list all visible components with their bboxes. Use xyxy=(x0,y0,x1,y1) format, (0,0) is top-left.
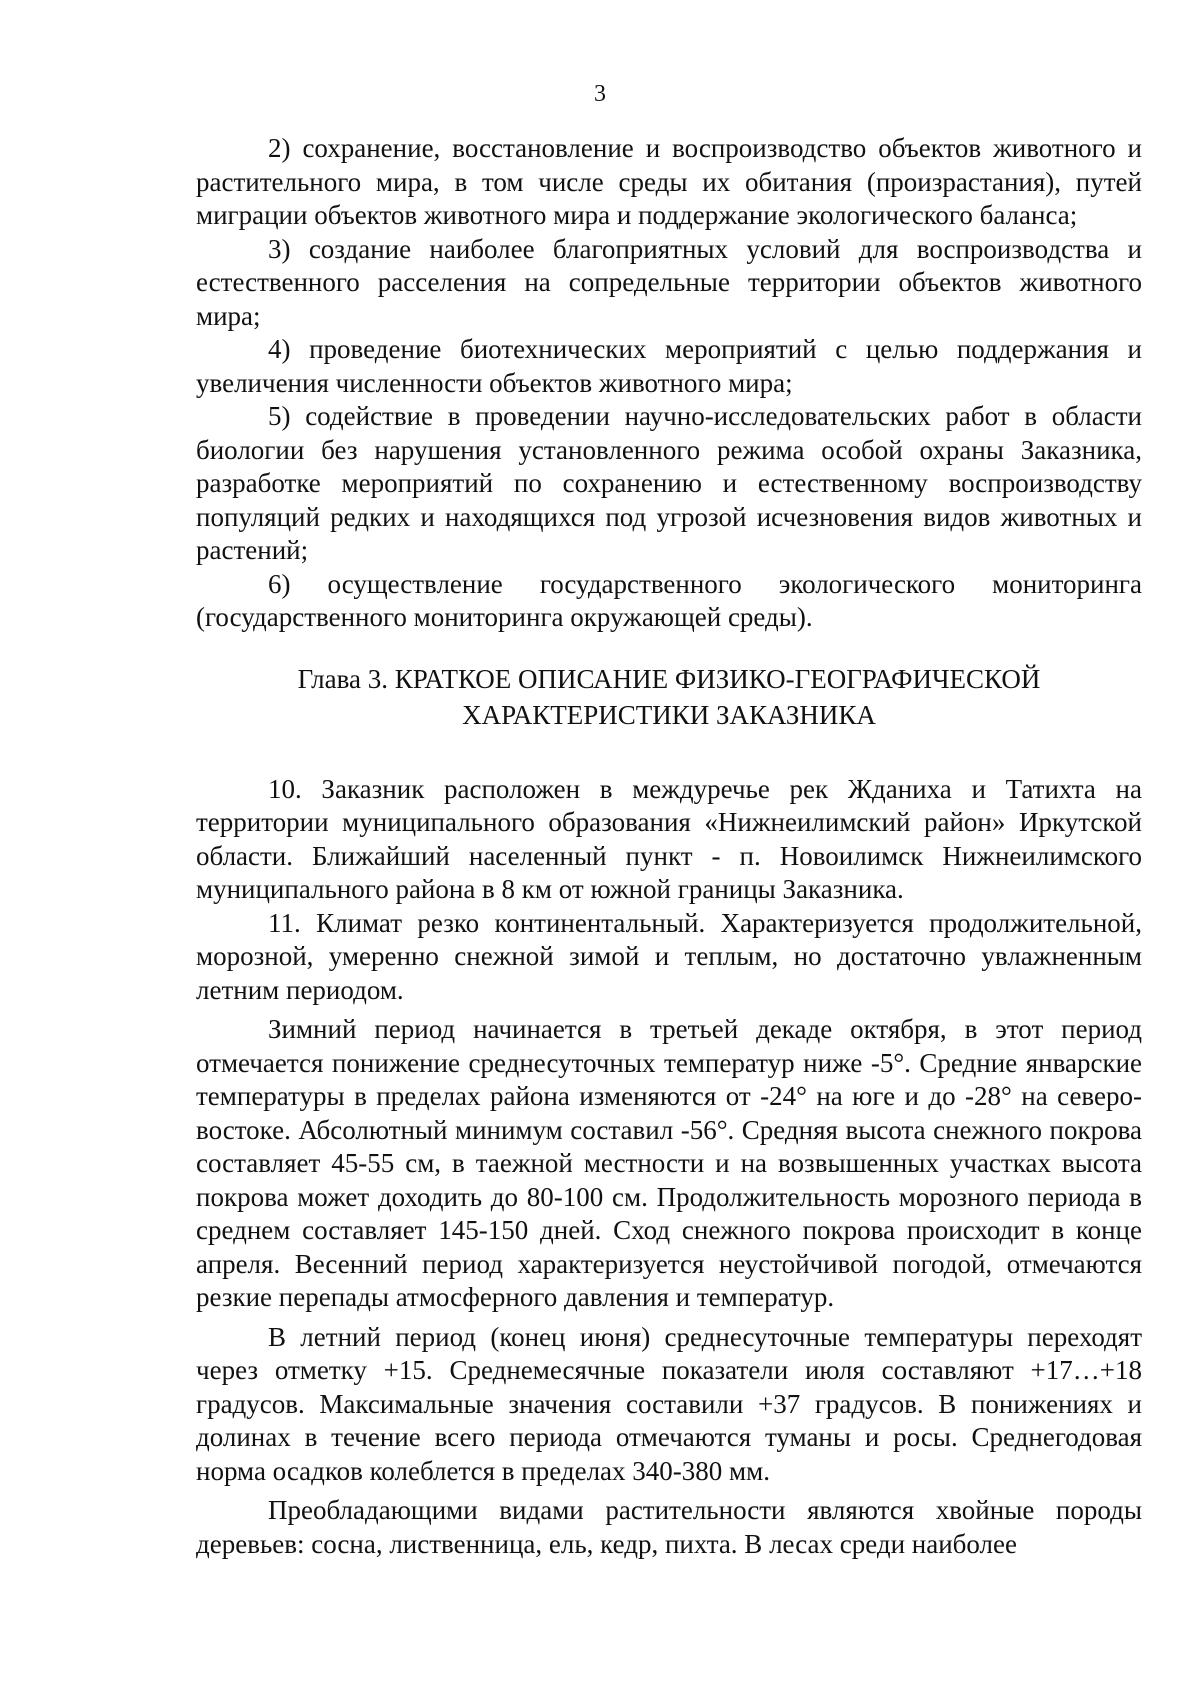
chapter-heading xyxy=(196,661,1142,733)
paragraph-winter: Зимний период начинается в третьей декаде октября, в этот период отмечается понижение среднесуточных температур ниже -5°. Средние январские температуры в пределах района изменяются от -24° на юге и до -28° на северо-востоке. Абсолютный минимум составил -56°. Средняя высота снежного покрова составляет 45-55 см, в таежной местности и на возвышенных участках высота покрова может доходить до 80-100 см. Продолжительность морозного периода в среднем составляет 145-150 дней. Сход снежного покрова происходит в конце апреля. Весенний период характеризуется неустойчивой погодой, отмечаются резкие перепады атмосферного давления и температур. xyxy=(196,1014,1142,1312)
list-item-3: 3) создание наиболее благоприятных условий для воспроизводства и естественного расселения на сопредельные территории объектов животного мира; xyxy=(196,233,1142,331)
list-item-4: 4) проведение биотехнических мероприятий с целью поддержания и увеличения численности объектов животного мира; xyxy=(196,334,1142,398)
chapter-title-line-1: Глава 3. КРАТКОЕ ОПИСАНИЕ ФИЗИКО-ГЕОГРАФИЧЕСКОЙ xyxy=(297,663,1041,694)
list-item-6: 6) осуществление государственного экологического мониторинга (государственного мониторинга окружающей среды). xyxy=(196,568,1142,632)
paragraph-11: 11. Климат резко континентальный. Характеризуется продолжительной, морозной, умеренно снежной зимой и теплым, но достаточно увлажненным летним периодом. xyxy=(196,907,1142,1005)
page-number: 3 xyxy=(594,81,606,107)
paragraph-vegetation: Преобладающими видами растительности являются хвойные породы деревьев: сосна, лиственница, ель, кедр, пихта. В лесах среди наиболее xyxy=(196,1495,1142,1559)
list-item-5: 5) содействие в проведении научно-исследовательских работ в области биологии без нарушения установленного режима особой охраны Заказника, разработке мероприятий по сохранению и естественному воспроизводству популяций редких и находящихся под угрозой исчезновения видов животных и растений; xyxy=(196,401,1142,565)
paragraph-10: 10. Заказник расположен в междуречье рек Жданиха и Татихта на территории муниципального образования «Нижнеилимский район» Иркутской области. Ближайший населенный пункт - п. Новоилимск Нижнеилимского муниципального района в 8 км от южной границы Заказника. xyxy=(196,773,1142,904)
list-item-2: 2) сохранение, восстановление и воспроизводство объектов животного и растительного мира, в том числе среды их обитания (произрастания), путей миграции объектов животного мира и поддержание экологического баланса; xyxy=(196,133,1142,230)
paragraph-summer: В летний период (конец июня) среднесуточные температуры переходят через отметку +15. Среднемесячные показатели июля составляют +17…+18 градусов. Максимальные значения составили +37 градусов. В понижениях и долинах в течение всего периода отмечаются туманы и росы. Среднегодовая норма осадков колеблется в пределах 340-380 мм. xyxy=(196,1321,1142,1486)
chapter-title-line-2: ХАРАКТЕРИСТИКИ ЗАКАЗНИКА xyxy=(462,699,876,730)
document-body xyxy=(196,132,1142,1561)
